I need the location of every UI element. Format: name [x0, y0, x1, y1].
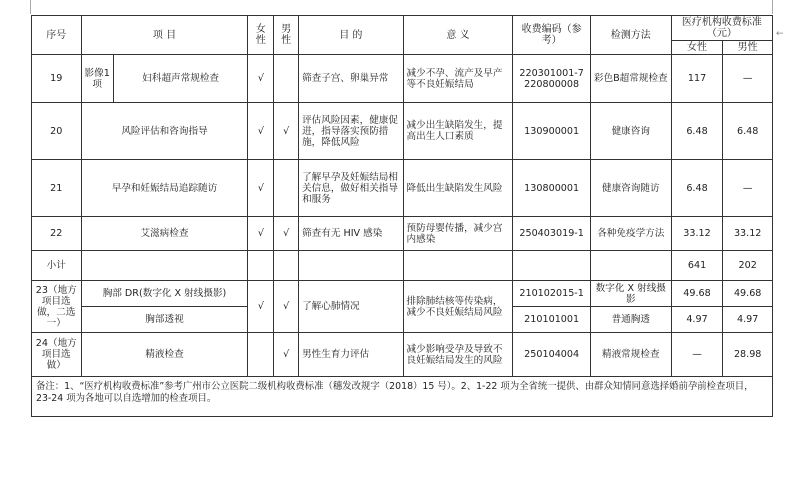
- row-seq: 20: [32, 103, 82, 160]
- row-male-check: [274, 160, 299, 217]
- row-seq: 22: [32, 217, 82, 251]
- row-code: 210101001: [513, 307, 591, 333]
- table-row-optional: [32, 333, 773, 377]
- header-female: 女性: [248, 16, 274, 55]
- header-seq: 序号: [32, 16, 82, 55]
- row-item: 胸部透视: [81, 307, 248, 333]
- row-male-check: √: [274, 103, 299, 160]
- row-female-check: √: [248, 217, 274, 251]
- header-item: 项 目: [81, 16, 248, 55]
- row-code: 130900001: [513, 103, 591, 160]
- row-method: 普通胸透: [590, 307, 671, 333]
- row-fee-male: 33.12: [723, 217, 773, 251]
- row-seq: 19: [32, 55, 82, 103]
- row-meaning: 排除肺结核等传染病，减少不良妊娠结局风险: [403, 281, 513, 333]
- row-male-check: √: [274, 217, 299, 251]
- row-code: 130800001: [513, 160, 591, 217]
- row-fee-female: 117: [671, 55, 723, 103]
- row-seq: 24（地方项目选做）: [32, 333, 82, 377]
- table-row: [32, 160, 773, 217]
- row-fee-male: 4.97: [723, 307, 773, 333]
- row-item: 风险评估和咨询指导: [81, 103, 248, 160]
- row-meaning: 预防母婴传播，减少宫内感染: [403, 217, 513, 251]
- header-meaning: 意 义: [403, 16, 513, 55]
- table-row: [32, 103, 773, 160]
- table-row-optional: [32, 281, 773, 307]
- row-purpose: 了解早孕及妊娠结局相关信息，做好相关指导和服务: [299, 160, 403, 217]
- subtotal-fee-female: 641: [671, 251, 723, 281]
- row-fee-male: 6.48: [723, 103, 773, 160]
- row-female-check: √: [248, 160, 274, 217]
- header-code: 收费编码（参考）: [513, 16, 591, 55]
- row-purpose: 男性生育力评估: [299, 333, 403, 377]
- row-female-check: √: [248, 103, 274, 160]
- row-female-check: √: [248, 55, 274, 103]
- row-fee-female: —: [671, 333, 723, 377]
- row-meaning: 降低出生缺陷发生风险: [403, 160, 513, 217]
- header-fee-male: 男性: [723, 41, 773, 55]
- row-code: 220301001-7 220800008: [513, 55, 591, 103]
- note-row: [32, 377, 773, 417]
- row-method: 健康咨询: [590, 103, 671, 160]
- header-fee-female: 女性: [671, 41, 723, 55]
- crop-mark-left: [30, 0, 31, 14]
- row-method: 健康咨询随访: [590, 160, 671, 217]
- row-code: 250403019-1: [513, 217, 591, 251]
- row-male-check: √: [274, 333, 299, 377]
- row-female-check: √: [248, 281, 274, 333]
- return-mark: ←: [776, 29, 784, 39]
- fee-table: [31, 15, 773, 417]
- row-code: 210102015-1: [513, 281, 591, 307]
- row-category: 影像1项: [81, 55, 113, 103]
- subtotal-row: [32, 251, 773, 281]
- header-method: 检测方法: [590, 16, 671, 55]
- row-method: 各种免疫学方法: [590, 217, 671, 251]
- table-row: [32, 217, 773, 251]
- header-row: [32, 16, 773, 41]
- row-meaning: 减少影响受孕及导致不良妊娠结局发生的风险: [403, 333, 513, 377]
- row-fee-male: 49.68: [723, 281, 773, 307]
- row-item: 妇科超声常规检查: [113, 55, 248, 103]
- row-fee-female: 49.68: [671, 281, 723, 307]
- header-male: 男性: [274, 16, 299, 55]
- row-fee-female: 6.48: [671, 160, 723, 217]
- row-meaning: 减少出生缺陷发生，提高出生人口素质: [403, 103, 513, 160]
- row-item: 艾滋病检查: [81, 217, 248, 251]
- row-fee-female: 33.12: [671, 217, 723, 251]
- header-purpose: 目 的: [299, 16, 403, 55]
- row-purpose: 筛查子宫、卵巢异常: [299, 55, 403, 103]
- row-fee-female: 6.48: [671, 103, 723, 160]
- table-row: [32, 55, 773, 103]
- row-seq: 21: [32, 160, 82, 217]
- row-male-check: √: [274, 281, 299, 333]
- row-method: 数字化 X 射线摄影: [590, 281, 671, 307]
- row-purpose: 评估风险因素，健康促进，指导落实预防措施，降低风险: [299, 103, 403, 160]
- row-method: 彩色B超常规检查: [590, 55, 671, 103]
- row-purpose: 了解心肺情况: [299, 281, 403, 333]
- row-female-check: [248, 333, 274, 377]
- row-male-check: [274, 55, 299, 103]
- row-code: 250104004: [513, 333, 591, 377]
- row-meaning: 减少不孕、流产及早产等不良妊娠结局: [403, 55, 513, 103]
- row-item: 早孕和妊娠结局追踪随访: [81, 160, 248, 217]
- row-fee-male: —: [723, 55, 773, 103]
- row-fee-male: 28.98: [723, 333, 773, 377]
- row-seq: 23（地方项目选做，二选一）: [32, 281, 82, 333]
- subtotal-fee-male: 202: [723, 251, 773, 281]
- row-method: 精液常规检查: [590, 333, 671, 377]
- header-fee-group: 医疗机构收费标准（元）: [671, 16, 772, 41]
- row-item: 胸部 DR(数字化 X 射线摄影): [81, 281, 248, 307]
- row-purpose: 筛查有无 HIV 感染: [299, 217, 403, 251]
- row-fee-female: 4.97: [671, 307, 723, 333]
- crop-mark-right: [772, 0, 773, 14]
- row-item: 精液检查: [81, 333, 248, 377]
- note-text: 备注：1、“医疗机构收费标准”参考广州市公立医院二级机构收费标准（穗发改规字（2018）15 号）。2、1-22 项为全省统一提供、由群众知情同意选择婚前孕前检查项目，23-24 项为各地可以自选增加的检查项目。: [32, 377, 773, 417]
- subtotal-label: 小计: [32, 251, 82, 281]
- row-fee-male: —: [723, 160, 773, 217]
